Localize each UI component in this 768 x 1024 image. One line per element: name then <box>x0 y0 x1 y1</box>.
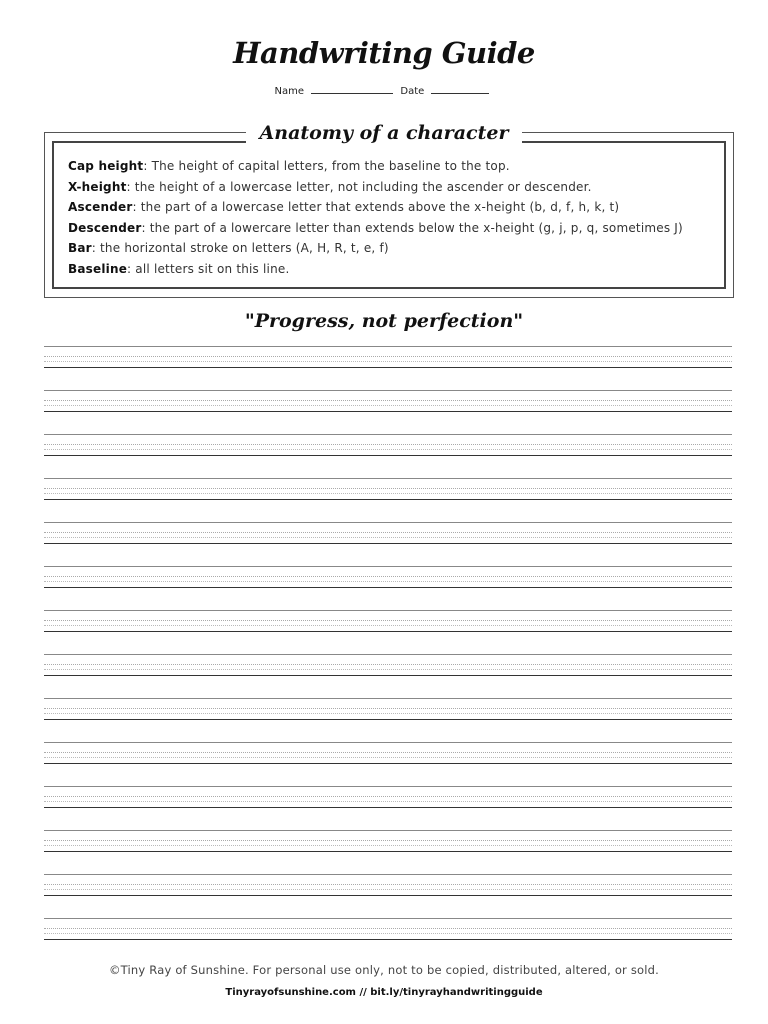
guide-line-base <box>44 367 732 368</box>
guide-line-dash <box>44 928 732 929</box>
guide-line-mid <box>44 757 732 758</box>
guide-line-base <box>44 719 732 720</box>
name-blank[interactable] <box>311 84 393 94</box>
page-title: Handwriting Guide <box>233 36 535 70</box>
name-date-line <box>0 84 768 97</box>
guide-line-dash <box>44 796 732 797</box>
guide-line-dash <box>44 444 732 445</box>
date-label: Date <box>400 86 425 97</box>
definition-text: : the horizontal stroke on letters (A, H, R, t, e, f) <box>91 241 389 256</box>
guide-line-base <box>44 763 732 764</box>
guide-line-top <box>44 390 732 391</box>
guide-line-mid <box>44 581 732 582</box>
guide-line-mid <box>44 889 732 890</box>
guide-line-mid <box>44 801 732 802</box>
footer-copyright: ©Tiny Ray of Sunshine. For personal use only, not to be copied, distributed, altered, or sold. <box>108 963 660 977</box>
definition-bar <box>68 238 718 259</box>
definition-baseline <box>68 259 718 280</box>
name-label: Name <box>274 86 305 97</box>
guide-line-top <box>44 566 732 567</box>
definitions-list <box>68 156 718 280</box>
definition-term: X-height <box>68 179 127 194</box>
guide-line-dash <box>44 488 732 489</box>
guide-line-dash <box>44 840 732 841</box>
guide-line-mid <box>44 361 732 362</box>
practice-line-set[interactable] <box>44 522 732 566</box>
guide-line-dash <box>44 400 732 401</box>
guide-line-top <box>44 918 732 919</box>
guide-line-base <box>44 499 732 500</box>
practice-line-set[interactable] <box>44 786 732 830</box>
guide-line-dash <box>44 620 732 621</box>
anatomy-heading-wrap <box>0 122 768 144</box>
guide-line-dash <box>44 356 732 357</box>
definition-text: : the part of a lowercase letter that extends above the x-height (b, d, f, h, k, t) <box>132 200 620 215</box>
definition-text: : The height of capital letters, from the baseline to the top. <box>143 159 510 173</box>
anatomy-heading: Anatomy of a character <box>246 122 523 144</box>
practice-line-set[interactable] <box>44 874 732 918</box>
definition-term: Baseline <box>68 261 128 276</box>
guide-line-mid <box>44 449 732 450</box>
practice-line-set[interactable] <box>44 830 732 874</box>
practice-line-set[interactable] <box>44 918 732 962</box>
guide-line-base <box>44 455 732 456</box>
practice-line-set[interactable] <box>44 742 732 786</box>
guide-line-top <box>44 742 732 743</box>
guide-line-base <box>44 851 732 852</box>
guide-line-top <box>44 346 732 347</box>
guide-line-mid <box>44 669 732 670</box>
definition-text: : the part of a lowercare letter than extends below the x-height (g, j, p, q, sometimes J) <box>141 220 683 235</box>
practice-line-set[interactable] <box>44 434 732 478</box>
guide-line-dash <box>44 752 732 753</box>
guide-line-mid <box>44 625 732 626</box>
practice-line-set[interactable] <box>44 654 732 698</box>
guide-line-base <box>44 807 732 808</box>
guide-line-top <box>44 522 732 523</box>
guide-line-base <box>44 587 732 588</box>
guide-line-top <box>44 610 732 611</box>
guide-line-base <box>44 543 732 544</box>
guide-line-top <box>44 654 732 655</box>
guide-line-mid <box>44 713 732 714</box>
guide-line-base <box>44 675 732 676</box>
guide-line-mid <box>44 405 732 406</box>
definition-ascender <box>68 197 718 218</box>
definition-cap-height <box>68 156 718 177</box>
definition-term: Descender <box>68 220 142 235</box>
guide-line-base <box>44 631 732 632</box>
definition-term: Ascender <box>68 200 133 215</box>
definition-descender <box>68 218 718 239</box>
guide-line-mid <box>44 933 732 934</box>
practice-line-set[interactable] <box>44 346 732 390</box>
guide-line-top <box>44 478 732 479</box>
guide-line-mid <box>44 493 732 494</box>
practice-line-set[interactable] <box>44 698 732 742</box>
definition-term: Cap height <box>68 159 144 173</box>
quote: "Progress, not perfection" <box>244 310 524 332</box>
guide-line-top <box>44 874 732 875</box>
definition-text: : all letters sit on this line. <box>127 261 290 276</box>
guide-line-dash <box>44 664 732 665</box>
guide-line-mid <box>44 845 732 846</box>
guide-line-base <box>44 895 732 896</box>
guide-line-mid <box>44 537 732 538</box>
guide-line-dash <box>44 576 732 577</box>
practice-line-set[interactable] <box>44 390 732 434</box>
footer-url: Tinyrayofsunshine.com // bit.ly/tinyrayhandwritingguide <box>225 987 543 998</box>
guide-line-dash <box>44 532 732 533</box>
guide-line-top <box>44 434 732 435</box>
guide-line-dash <box>44 708 732 709</box>
practice-line-set[interactable] <box>44 478 732 522</box>
date-blank[interactable] <box>431 84 489 94</box>
definition-term: Bar <box>68 241 92 256</box>
practice-line-set[interactable] <box>44 610 732 654</box>
guide-line-dash <box>44 884 732 885</box>
practice-lines[interactable] <box>44 346 732 962</box>
practice-line-set[interactable] <box>44 566 732 610</box>
guide-line-top <box>44 698 732 699</box>
guide-line-top <box>44 786 732 787</box>
guide-line-top <box>44 830 732 831</box>
definition-text: : the height of a lowercase letter, not including the ascender or descender. <box>126 179 592 194</box>
guide-line-base <box>44 411 732 412</box>
guide-line-base <box>44 939 732 940</box>
definition-x-height <box>68 177 718 198</box>
